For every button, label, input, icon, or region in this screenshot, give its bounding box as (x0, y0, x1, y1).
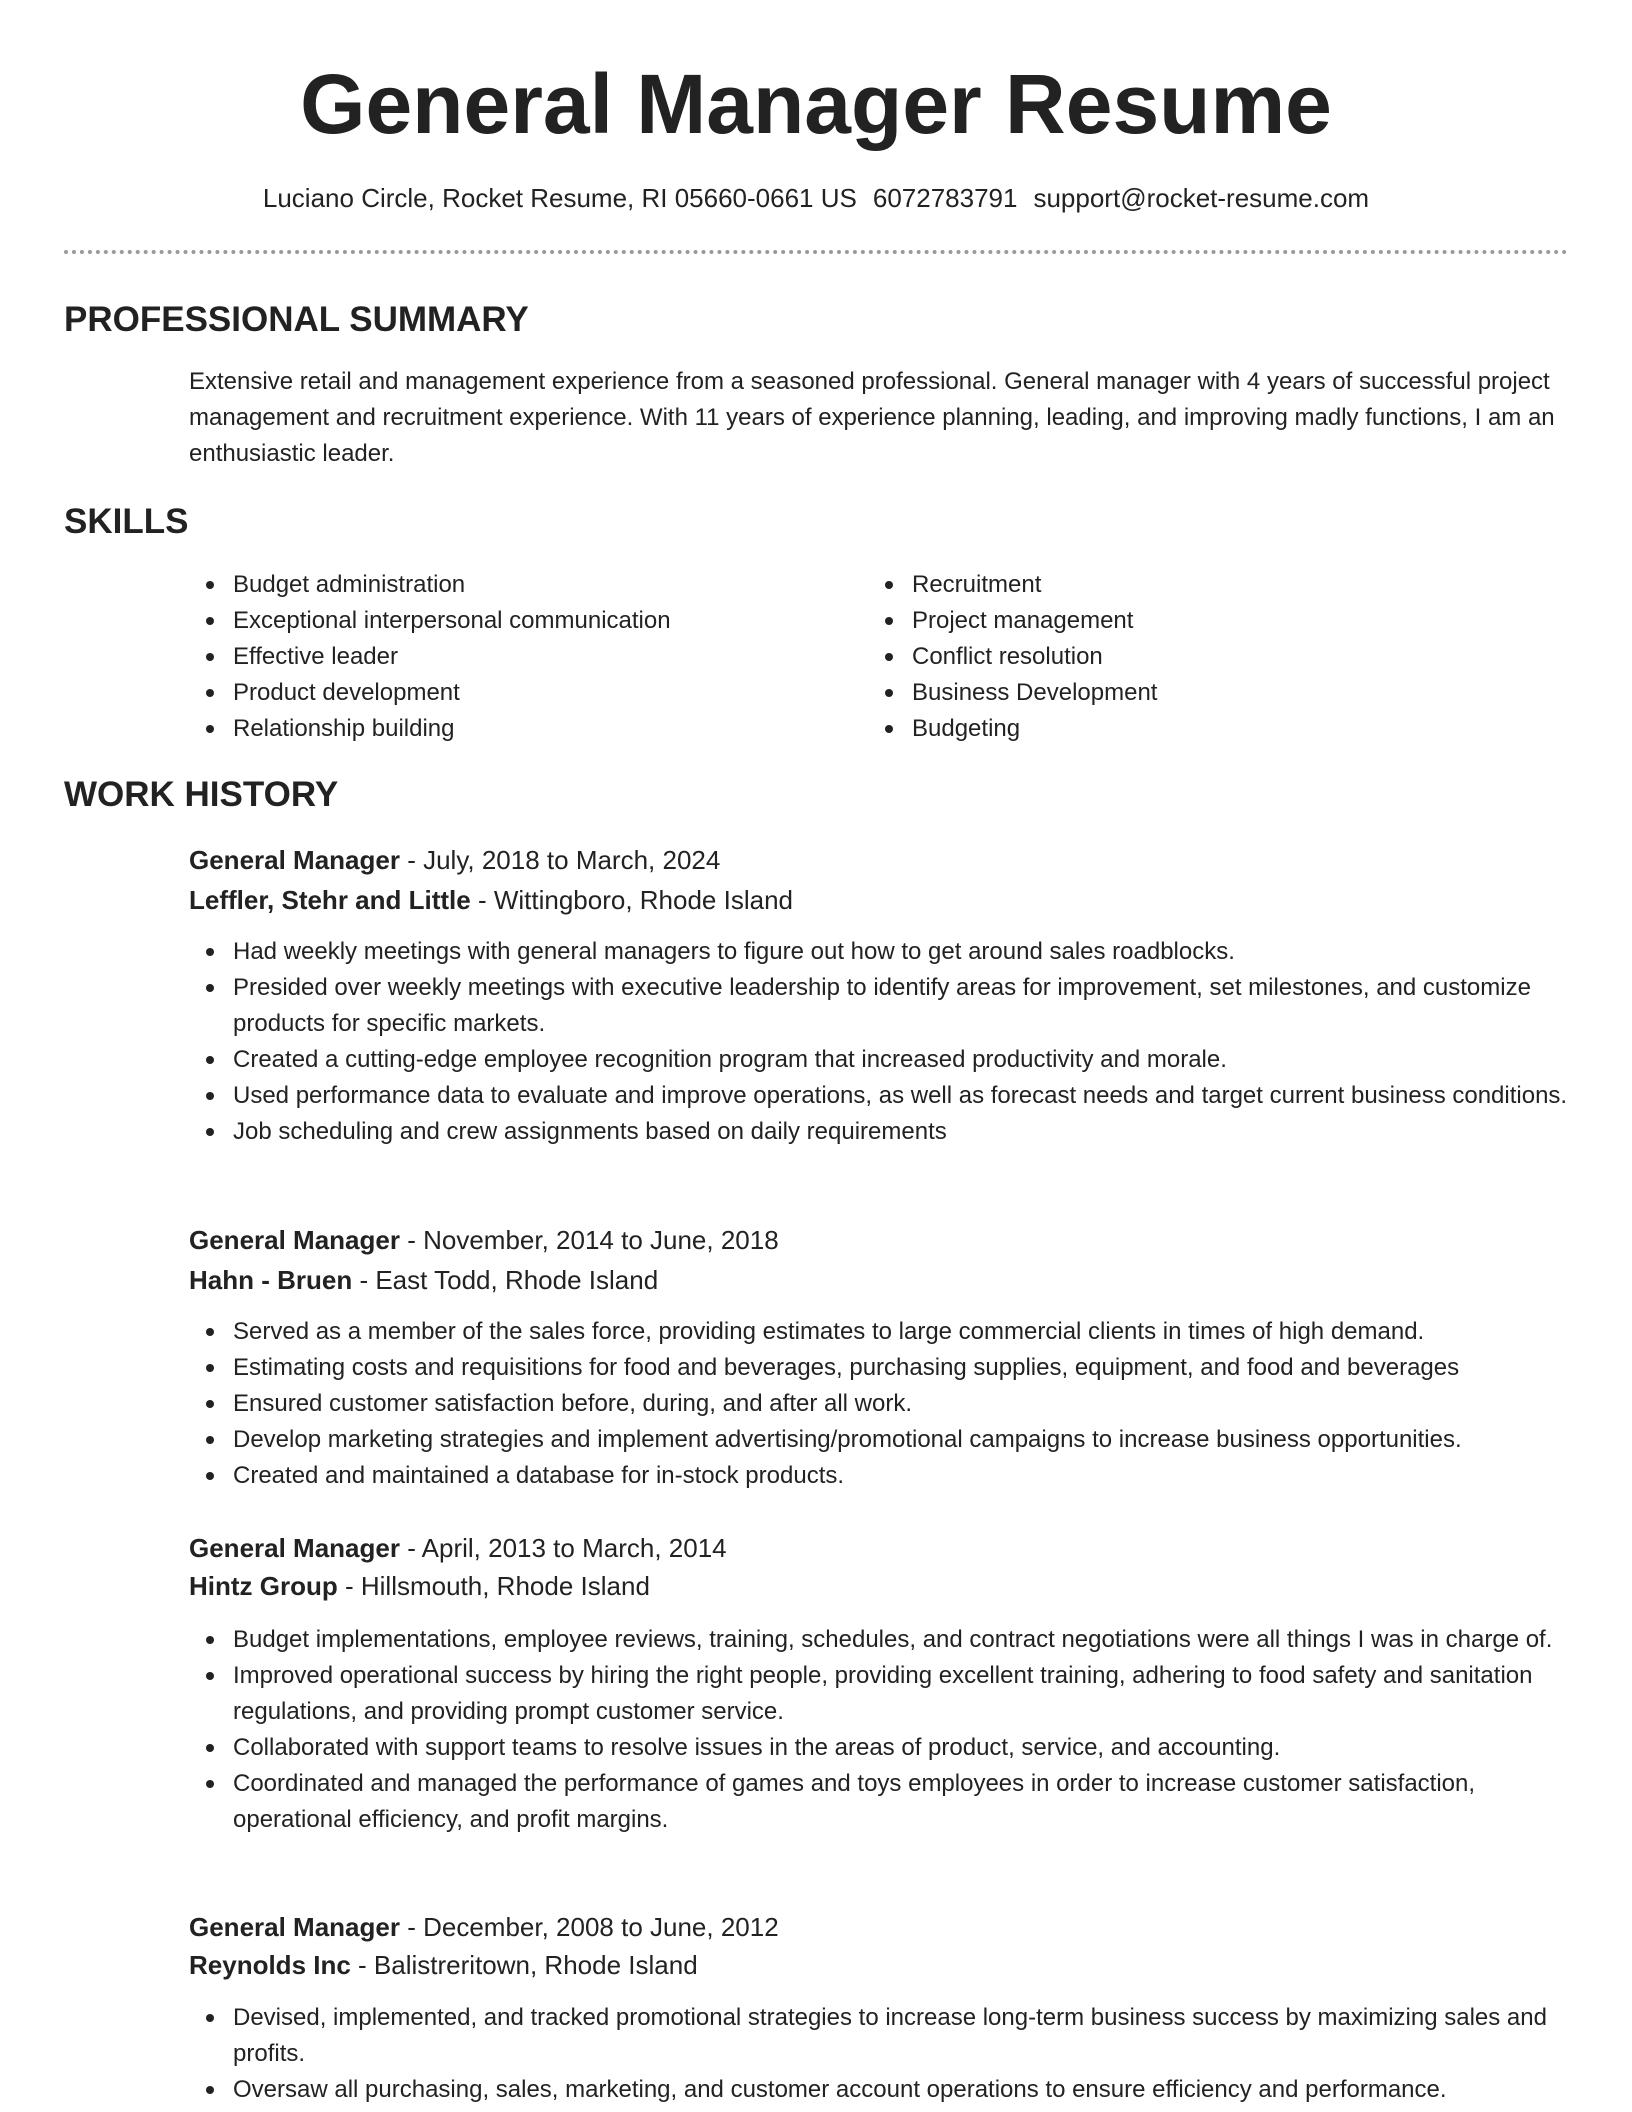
skill-item: Conflict resolution (868, 639, 1508, 675)
job-dates: - November, 2014 to June, 2018 (399, 1225, 779, 1255)
job-title: General Manager (189, 1225, 400, 1255)
summary-heading: PROFESSIONAL SUMMARY (64, 300, 529, 339)
job-company: Hahn - Bruen (189, 1265, 353, 1295)
job-bullet: Created a cutting-edge employee recognition program that increased productivity and morale. (189, 1042, 1579, 1078)
skills-list-left (189, 567, 829, 747)
skill-item: Effective leader (189, 639, 829, 675)
contact-email: support@rocket-resume.com (1033, 183, 1370, 213)
job-bullet: Develop marketing strategies and implement advertising/promotional campaigns to increase business opportunities. (189, 1422, 1579, 1458)
skill-item: Business Development (868, 675, 1508, 711)
skill-item: Exceptional interpersonal communication (189, 603, 829, 639)
contact-phone: 6072783791 (872, 183, 1018, 213)
job-title-line (189, 1907, 1569, 1947)
job-bullet: Presided over weekly meetings with executive leadership to identify areas for improvement, set milestones, and customize products for specific markets. (189, 970, 1579, 1042)
work-heading: WORK HISTORY (64, 775, 339, 814)
skill-item: Product development (189, 675, 829, 711)
job-dates: - July, 2018 to March, 2024 (399, 845, 721, 875)
job-company: Reynolds Inc (189, 1950, 351, 1980)
job-company: Leffler, Stehr and Little (189, 885, 471, 915)
job-company-line (189, 1945, 1569, 1985)
job-bullet: Budget implementations, employee reviews, training, schedules, and contract negotiations were all things I was in charge of. (189, 1622, 1579, 1658)
contact-line (0, 180, 1632, 216)
job-title-line (189, 840, 1569, 880)
job-bullet: Had weekly meetings with general managers to figure out how to get around sales roadblocks. (189, 934, 1579, 970)
contact-address: Luciano Circle, Rocket Resume, RI 05660-0661 US (262, 183, 857, 213)
job-bullet: Served as a member of the sales force, providing estimates to large commercial clients in times of high demand. (189, 1314, 1579, 1350)
job-location: - Balistreritown, Rhode Island (350, 1950, 698, 1980)
job-bullet: Created and maintained a database for in-stock products. (189, 1458, 1579, 1494)
job-bullet-list (189, 934, 1579, 1150)
job-bullet-list (189, 1314, 1579, 1494)
job-bullet: Used performance data to evaluate and improve operations, as well as forecast needs and target current business conditions. (189, 1078, 1579, 1114)
job-company-line (189, 880, 1569, 920)
skill-item: Project management (868, 603, 1508, 639)
job-bullet: Job scheduling and crew assignments based on daily requirements (189, 1114, 1579, 1150)
job-bullet: Coordinated and managed the performance of games and toys employees in order to increase customer satisfaction, operational efficiency, and profit margins. (189, 1766, 1579, 1838)
job-title: General Manager (189, 845, 400, 875)
job-dates: - December, 2008 to June, 2012 (399, 1912, 779, 1942)
job-title-line (189, 1220, 1569, 1260)
job-bullet: Devised, implemented, and tracked promotional strategies to increase long-term business success by maximizing sales and profits. (189, 2000, 1579, 2072)
job-bullet: Collaborated with support teams to resolve issues in the areas of product, service, and accounting. (189, 1730, 1579, 1766)
job-location: - Wittingboro, Rhode Island (470, 885, 793, 915)
summary-text: Extensive retail and management experience from a seasoned professional. General manager with 4 years of successful project management and recruitment experience. With 11 years of experience planning, leading, and improving madly functions, I am an enthusiastic leader. (189, 368, 1555, 467)
job-company-line (189, 1566, 1569, 1606)
job-title: General Manager (189, 1912, 400, 1942)
job-title: General Manager (189, 1533, 400, 1563)
skill-item: Recruitment (868, 567, 1508, 603)
job-location: - Hillsmouth, Rhode Island (337, 1571, 650, 1601)
job-bullet: Ensured customer satisfaction before, during, and after all work. (189, 1386, 1579, 1422)
job-bullet-list (189, 1622, 1579, 1838)
job-title-line (189, 1528, 1569, 1568)
job-company: Hintz Group (189, 1571, 338, 1601)
skill-item: Budgeting (868, 711, 1508, 747)
skill-item: Relationship building (189, 711, 829, 747)
skills-list-right (868, 567, 1508, 747)
skill-item: Budget administration (189, 567, 829, 603)
job-location: - East Todd, Rhode Island (352, 1265, 659, 1295)
skills-heading: SKILLS (64, 502, 189, 541)
header-divider (64, 250, 1568, 254)
job-bullet: Improved operational success by hiring the right people, providing excellent training, adhering to food safety and sanitation regulations, and providing prompt customer service. (189, 1658, 1579, 1730)
job-company-line (189, 1260, 1569, 1300)
job-dates: - April, 2013 to March, 2014 (399, 1533, 727, 1563)
resume-title: General Manager Resume (300, 57, 1332, 151)
job-bullet: Oversaw all purchasing, sales, marketing, and customer account operations to ensure efficiency and performance. (189, 2072, 1579, 2108)
job-bullet-list (189, 2000, 1579, 2108)
job-bullet: Estimating costs and requisitions for food and beverages, purchasing supplies, equipment, and food and beverages (189, 1350, 1579, 1386)
